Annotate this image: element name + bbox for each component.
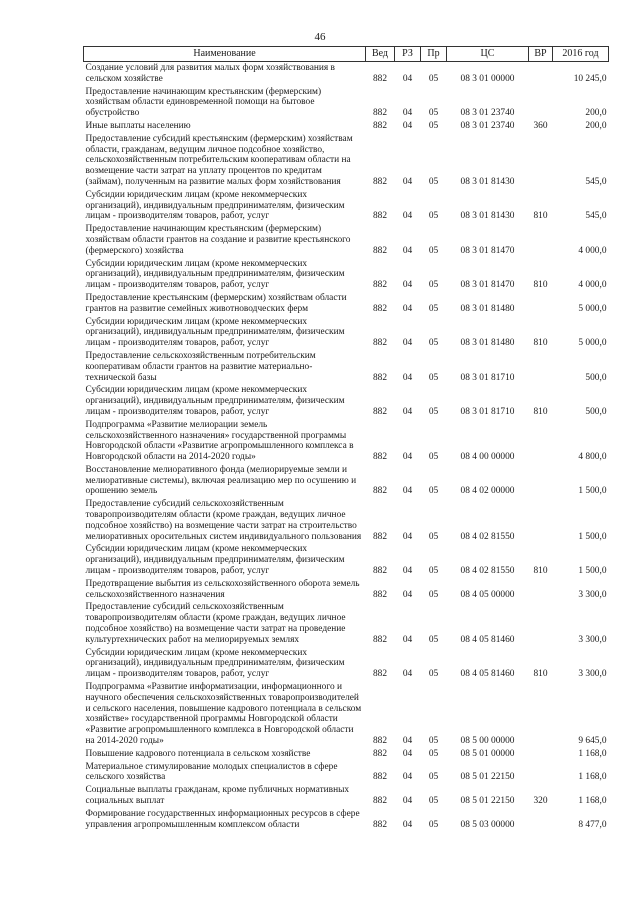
- row-rz: 04: [402, 772, 413, 783]
- row-name: Подпрограмма «Развитие мелиорации земель сельскохозяйственного назначения» государственной программы Новгородской области «Развитие агропромышленного комплекса в Новгородской области на 2014-2020 годы»: [85, 419, 354, 463]
- row-name: Восстановление мелиоративного фонда (мелиорируемые земли и мелиоративные системы), включая реализацию мер по осушению и орошению земель: [85, 464, 357, 497]
- row-name: Субсидии юридическим лицам (кроме некоммерческих организаций), индивидуальным предпринимателям, физическим лицам - производителям товаров, работ, услуг: [85, 647, 345, 680]
- row-sum: 200,0: [585, 120, 607, 131]
- row-sum: 9 645,0: [578, 736, 607, 747]
- row-pr: 05: [428, 280, 439, 291]
- row-sum: 3 300,0: [578, 669, 607, 680]
- row-vr: [529, 578, 553, 602]
- row-ved: 882: [372, 589, 388, 600]
- row-ved: 882: [372, 406, 388, 417]
- row-cs: 08 3 01 81480: [460, 338, 515, 349]
- row-cs: 08 4 00 00000: [460, 452, 515, 463]
- header-ved: Вед: [366, 47, 395, 62]
- row-pr: 05: [428, 338, 439, 349]
- row-vr: [529, 464, 553, 498]
- table-row: [84, 543, 609, 577]
- row-pr: 05: [428, 372, 439, 383]
- row-pr: 05: [428, 406, 439, 417]
- table-row: [84, 464, 609, 498]
- row-name: Предоставление сельскохозяйственным потребительским кооперативам области грантов на развитие материально-технической базы: [85, 350, 316, 383]
- row-pr: 05: [428, 772, 439, 783]
- row-name: Предоставление начинающим крестьянским (фермерским) хозяйствам области грантов на создание и развитие крестьянского (фермерского) хозяйства: [85, 224, 351, 256]
- row-rz: 04: [402, 73, 413, 84]
- row-sum: 10 245,0: [573, 73, 607, 84]
- row-sum: 1 168,0: [578, 796, 607, 806]
- table-row: [84, 189, 609, 223]
- header-rz: РЗ: [395, 47, 421, 62]
- row-vr: [529, 748, 553, 761]
- row-pr: 05: [428, 819, 439, 830]
- row-sum: 500,0: [585, 406, 607, 417]
- row-cs: 08 4 02 81550: [460, 566, 515, 577]
- row-rz: 04: [402, 748, 413, 759]
- row-cs: 08 5 00 00000: [460, 736, 515, 747]
- row-ved: 882: [372, 280, 388, 291]
- row-name: Социальные выплаты гражданам, кроме публичных нормативных социальных выплат: [85, 785, 350, 806]
- row-cs: 08 5 01 22150: [460, 796, 515, 806]
- row-vr: [529, 681, 553, 748]
- row-name: Повышение кадрового потенциала в сельском хозяйстве: [85, 748, 311, 759]
- row-vr: 810: [533, 211, 548, 222]
- row-sum: 545,0: [585, 211, 607, 222]
- row-rz: 04: [402, 819, 413, 830]
- table-row: [84, 601, 609, 646]
- row-pr: 05: [428, 303, 439, 314]
- row-vr: 810: [533, 280, 548, 291]
- row-rz: 04: [402, 211, 413, 222]
- row-vr: 810: [533, 566, 548, 577]
- row-ved: 882: [372, 452, 388, 463]
- row-ved: 882: [372, 796, 388, 806]
- table-row: [84, 258, 609, 292]
- row-rz: 04: [402, 245, 413, 256]
- row-sum: 5 000,0: [578, 338, 607, 349]
- row-pr: 05: [428, 531, 439, 542]
- row-sum: 3 300,0: [578, 589, 607, 600]
- table-row: [84, 761, 609, 785]
- row-vr: [529, 761, 553, 785]
- row-name: Предоставление субсидий крестьянским (фермерским) хозяйствам области, гражданам, ведущим личное подсобное хозяйство, сельскохозяйственным потребительским кооперативам области на возмещение части затрат на уплату процентов по кредитам (займам), полученным на развитие малых форм хозяйствования: [85, 133, 353, 187]
- header-name: Наименование: [84, 47, 366, 62]
- row-vr: [529, 498, 553, 543]
- row-cs: 08 3 01 23740: [460, 120, 515, 131]
- table-row: [84, 62, 609, 86]
- row-rz: 04: [402, 566, 413, 577]
- row-pr: 05: [428, 634, 439, 645]
- row-ved: 882: [372, 748, 388, 759]
- budget-table: [83, 46, 609, 831]
- row-sum: 1 500,0: [578, 566, 607, 577]
- row-rz: 04: [402, 406, 413, 417]
- row-rz: 04: [402, 531, 413, 542]
- table-row: [84, 647, 609, 681]
- row-pr: 05: [428, 245, 439, 256]
- row-name: Предоставление начинающим крестьянским (фермерским) хозяйствам области единовременной помощи на бытовое обустройство: [85, 86, 322, 119]
- row-sum: 5 000,0: [578, 303, 607, 314]
- table-header: [84, 47, 609, 62]
- row-sum: 1 500,0: [578, 531, 607, 542]
- row-rz: 04: [402, 486, 413, 497]
- row-cs: 08 4 02 81550: [460, 531, 515, 542]
- row-vr: [529, 292, 553, 316]
- row-cs: 08 3 01 81470: [460, 245, 515, 256]
- table-row: [84, 498, 609, 543]
- row-rz: 04: [402, 303, 413, 314]
- row-rz: 04: [402, 452, 413, 463]
- header-vr: ВР: [529, 47, 553, 62]
- row-name: Создание условий для развития малых форм хозяйствования в сельском хозяйстве: [85, 63, 335, 84]
- row-ved: 882: [372, 120, 388, 131]
- row-vr: [529, 133, 553, 189]
- row-name: Субсидии юридическим лицам (кроме некоммерческих организаций), индивидуальным предпринимателям, физическим лицам - производителям товаров, работ, услуг: [85, 385, 345, 417]
- row-ved: 882: [372, 819, 388, 830]
- header-cs: ЦС: [447, 47, 529, 62]
- table-row: [84, 808, 609, 832]
- row-pr: 05: [428, 566, 439, 577]
- row-pr: 05: [428, 108, 439, 119]
- row-ved: 882: [372, 176, 388, 187]
- row-cs: 08 3 01 81470: [460, 280, 515, 291]
- row-sum: 545,0: [585, 176, 607, 187]
- table-row: [84, 419, 609, 464]
- row-rz: 04: [402, 372, 413, 383]
- row-name: Формирование государственных информационных ресурсов в сфере управления агропромышленным комплексом области: [85, 808, 360, 830]
- row-pr: 05: [428, 73, 439, 84]
- row-cs: 08 3 01 00000: [460, 73, 515, 84]
- row-vr: [529, 62, 553, 86]
- row-rz: 04: [402, 634, 413, 645]
- row-pr: 05: [428, 736, 439, 747]
- table-row: [84, 120, 609, 133]
- row-rz: 04: [402, 120, 413, 131]
- row-rz: 04: [402, 108, 413, 119]
- row-vr: 360: [533, 120, 548, 131]
- row-sum: 200,0: [585, 108, 607, 119]
- row-pr: 05: [428, 486, 439, 497]
- row-sum: 4 800,0: [578, 452, 607, 463]
- row-cs: 08 5 01 00000: [460, 748, 515, 759]
- row-pr: 05: [428, 796, 439, 806]
- row-name: Иные выплаты населению: [85, 120, 191, 131]
- row-cs: 08 4 02 00000: [460, 486, 515, 497]
- row-name: Субсидии юридическим лицам (кроме некоммерческих организаций), индивидуальным предпринимателям, физическим лицам - производителям товаров, работ, услуг: [85, 189, 345, 222]
- row-cs: 08 3 01 81430: [460, 176, 515, 187]
- row-sum: 1 500,0: [578, 486, 607, 497]
- table-row: [84, 681, 609, 748]
- row-ved: 882: [372, 211, 388, 222]
- row-rz: 04: [402, 669, 413, 680]
- row-vr: 810: [533, 338, 548, 349]
- row-pr: 05: [428, 452, 439, 463]
- header-sum: 2016 год: [553, 47, 609, 62]
- row-cs: 08 3 01 23740: [460, 108, 515, 119]
- table-row: [84, 578, 609, 602]
- row-vr: [529, 86, 553, 120]
- row-sum: 1 168,0: [578, 772, 607, 783]
- row-vr: [529, 350, 553, 384]
- row-name: Субсидии юридическим лицам (кроме некоммерческих организаций), индивидуальным предпринимателям, физическим лицам - производителям товаров, работ, услуг: [85, 544, 345, 577]
- row-ved: 882: [372, 669, 388, 680]
- row-ved: 882: [372, 303, 388, 314]
- row-name: Предоставление субсидий сельскохозяйственным товаропроизводителям области (кроме граждан, ведущих личное подсобное хозяйство) на возмещение части затрат на проведение культуртехнических работ на мелиорируемых землях: [85, 602, 346, 645]
- row-cs: 08 3 01 81480: [460, 303, 515, 314]
- page-number: 46: [314, 31, 326, 43]
- row-vr: [529, 808, 553, 832]
- row-sum: 8 477,0: [578, 819, 607, 830]
- row-vr: [529, 223, 553, 257]
- row-ved: 882: [372, 531, 388, 542]
- table-row: [84, 86, 609, 120]
- row-vr: 810: [533, 669, 548, 680]
- row-sum: 500,0: [585, 372, 607, 383]
- row-pr: 05: [428, 669, 439, 680]
- row-cs: 08 4 05 81460: [460, 669, 515, 680]
- row-ved: 882: [372, 73, 388, 84]
- row-vr: 810: [533, 406, 548, 417]
- row-name: Предотвращение выбытия из сельскохозяйственного оборота земель сельскохозяйственного назначения: [85, 578, 360, 600]
- row-ved: 882: [372, 338, 388, 349]
- row-name: Субсидии юридическим лицам (кроме некоммерческих организаций), индивидуальным предпринимателям, физическим лицам - производителям товаров, работ, услуг: [85, 258, 345, 291]
- row-sum: 4 000,0: [578, 245, 607, 256]
- row-name: Материальное стимулирование молодых специалистов в сфере сельского хозяйства: [85, 761, 338, 783]
- table-row: [84, 133, 609, 189]
- table-row: [84, 316, 609, 350]
- row-pr: 05: [428, 176, 439, 187]
- row-rz: 04: [402, 589, 413, 600]
- table-row: [84, 384, 609, 418]
- table-row: [84, 292, 609, 316]
- row-rz: 04: [402, 338, 413, 349]
- row-vr: 320: [533, 796, 548, 806]
- row-rz: 04: [402, 176, 413, 187]
- row-cs: 08 3 01 81430: [460, 211, 515, 222]
- row-vr: [529, 601, 553, 646]
- row-ved: 882: [372, 108, 388, 119]
- row-rz: 04: [402, 280, 413, 291]
- row-pr: 05: [428, 748, 439, 759]
- row-ved: 882: [372, 486, 388, 497]
- row-sum: 4 000,0: [578, 280, 607, 291]
- row-ved: 882: [372, 245, 388, 256]
- row-pr: 05: [428, 211, 439, 222]
- row-rz: 04: [402, 796, 413, 806]
- row-cs: 08 3 01 81710: [460, 406, 515, 417]
- row-ved: 882: [372, 772, 388, 783]
- header-pr: Пр: [421, 47, 447, 62]
- row-name: Подпрограмма «Развитие информатизации, информационного и научного обеспечения сельскохозяйственных товаропроизводителей и сельского населения, повышение кадрового потенциала в сельском хозяйстве» государственной программы Новгородской области «Развитие агропромышленного комплекса в Новгородской области на 2014-2020 годы»: [85, 682, 362, 747]
- table-row: [84, 223, 609, 257]
- row-vr: [529, 419, 553, 464]
- row-name: Предоставление субсидий сельскохозяйственным товаропроизводителям области (кроме граждан, ведущих личное подсобное хозяйство) на возмещение части затрат на строительство мелиоративных оросительных систем индивидуального пользования: [85, 499, 362, 542]
- row-cs: 08 5 01 22150: [460, 772, 515, 783]
- row-sum: 1 168,0: [578, 748, 607, 759]
- table-row: [84, 748, 609, 761]
- row-rz: 04: [402, 736, 413, 747]
- row-cs: 08 5 03 00000: [460, 819, 515, 830]
- row-cs: 08 4 05 00000: [460, 589, 515, 600]
- row-ved: 882: [372, 372, 388, 383]
- table-body: [84, 62, 609, 832]
- row-sum: 3 300,0: [578, 634, 607, 645]
- table-row: [84, 350, 609, 384]
- row-ved: 882: [372, 634, 388, 645]
- row-name: Субсидии юридическим лицам (кроме некоммерческих организаций), индивидуальным предпринимателям, физическим лицам - производителям товаров, работ, услуг: [85, 316, 345, 349]
- table-row: [84, 784, 609, 808]
- row-pr: 05: [428, 589, 439, 600]
- row-ved: 882: [372, 736, 388, 747]
- row-cs: 08 4 05 81460: [460, 634, 515, 645]
- row-cs: 08 3 01 81710: [460, 372, 515, 383]
- row-pr: 05: [428, 120, 439, 131]
- row-ved: 882: [372, 566, 388, 577]
- row-name: Предоставление крестьянским (фермерским) хозяйствам области грантов на развитие семейных животноводческих ферм: [85, 292, 347, 314]
